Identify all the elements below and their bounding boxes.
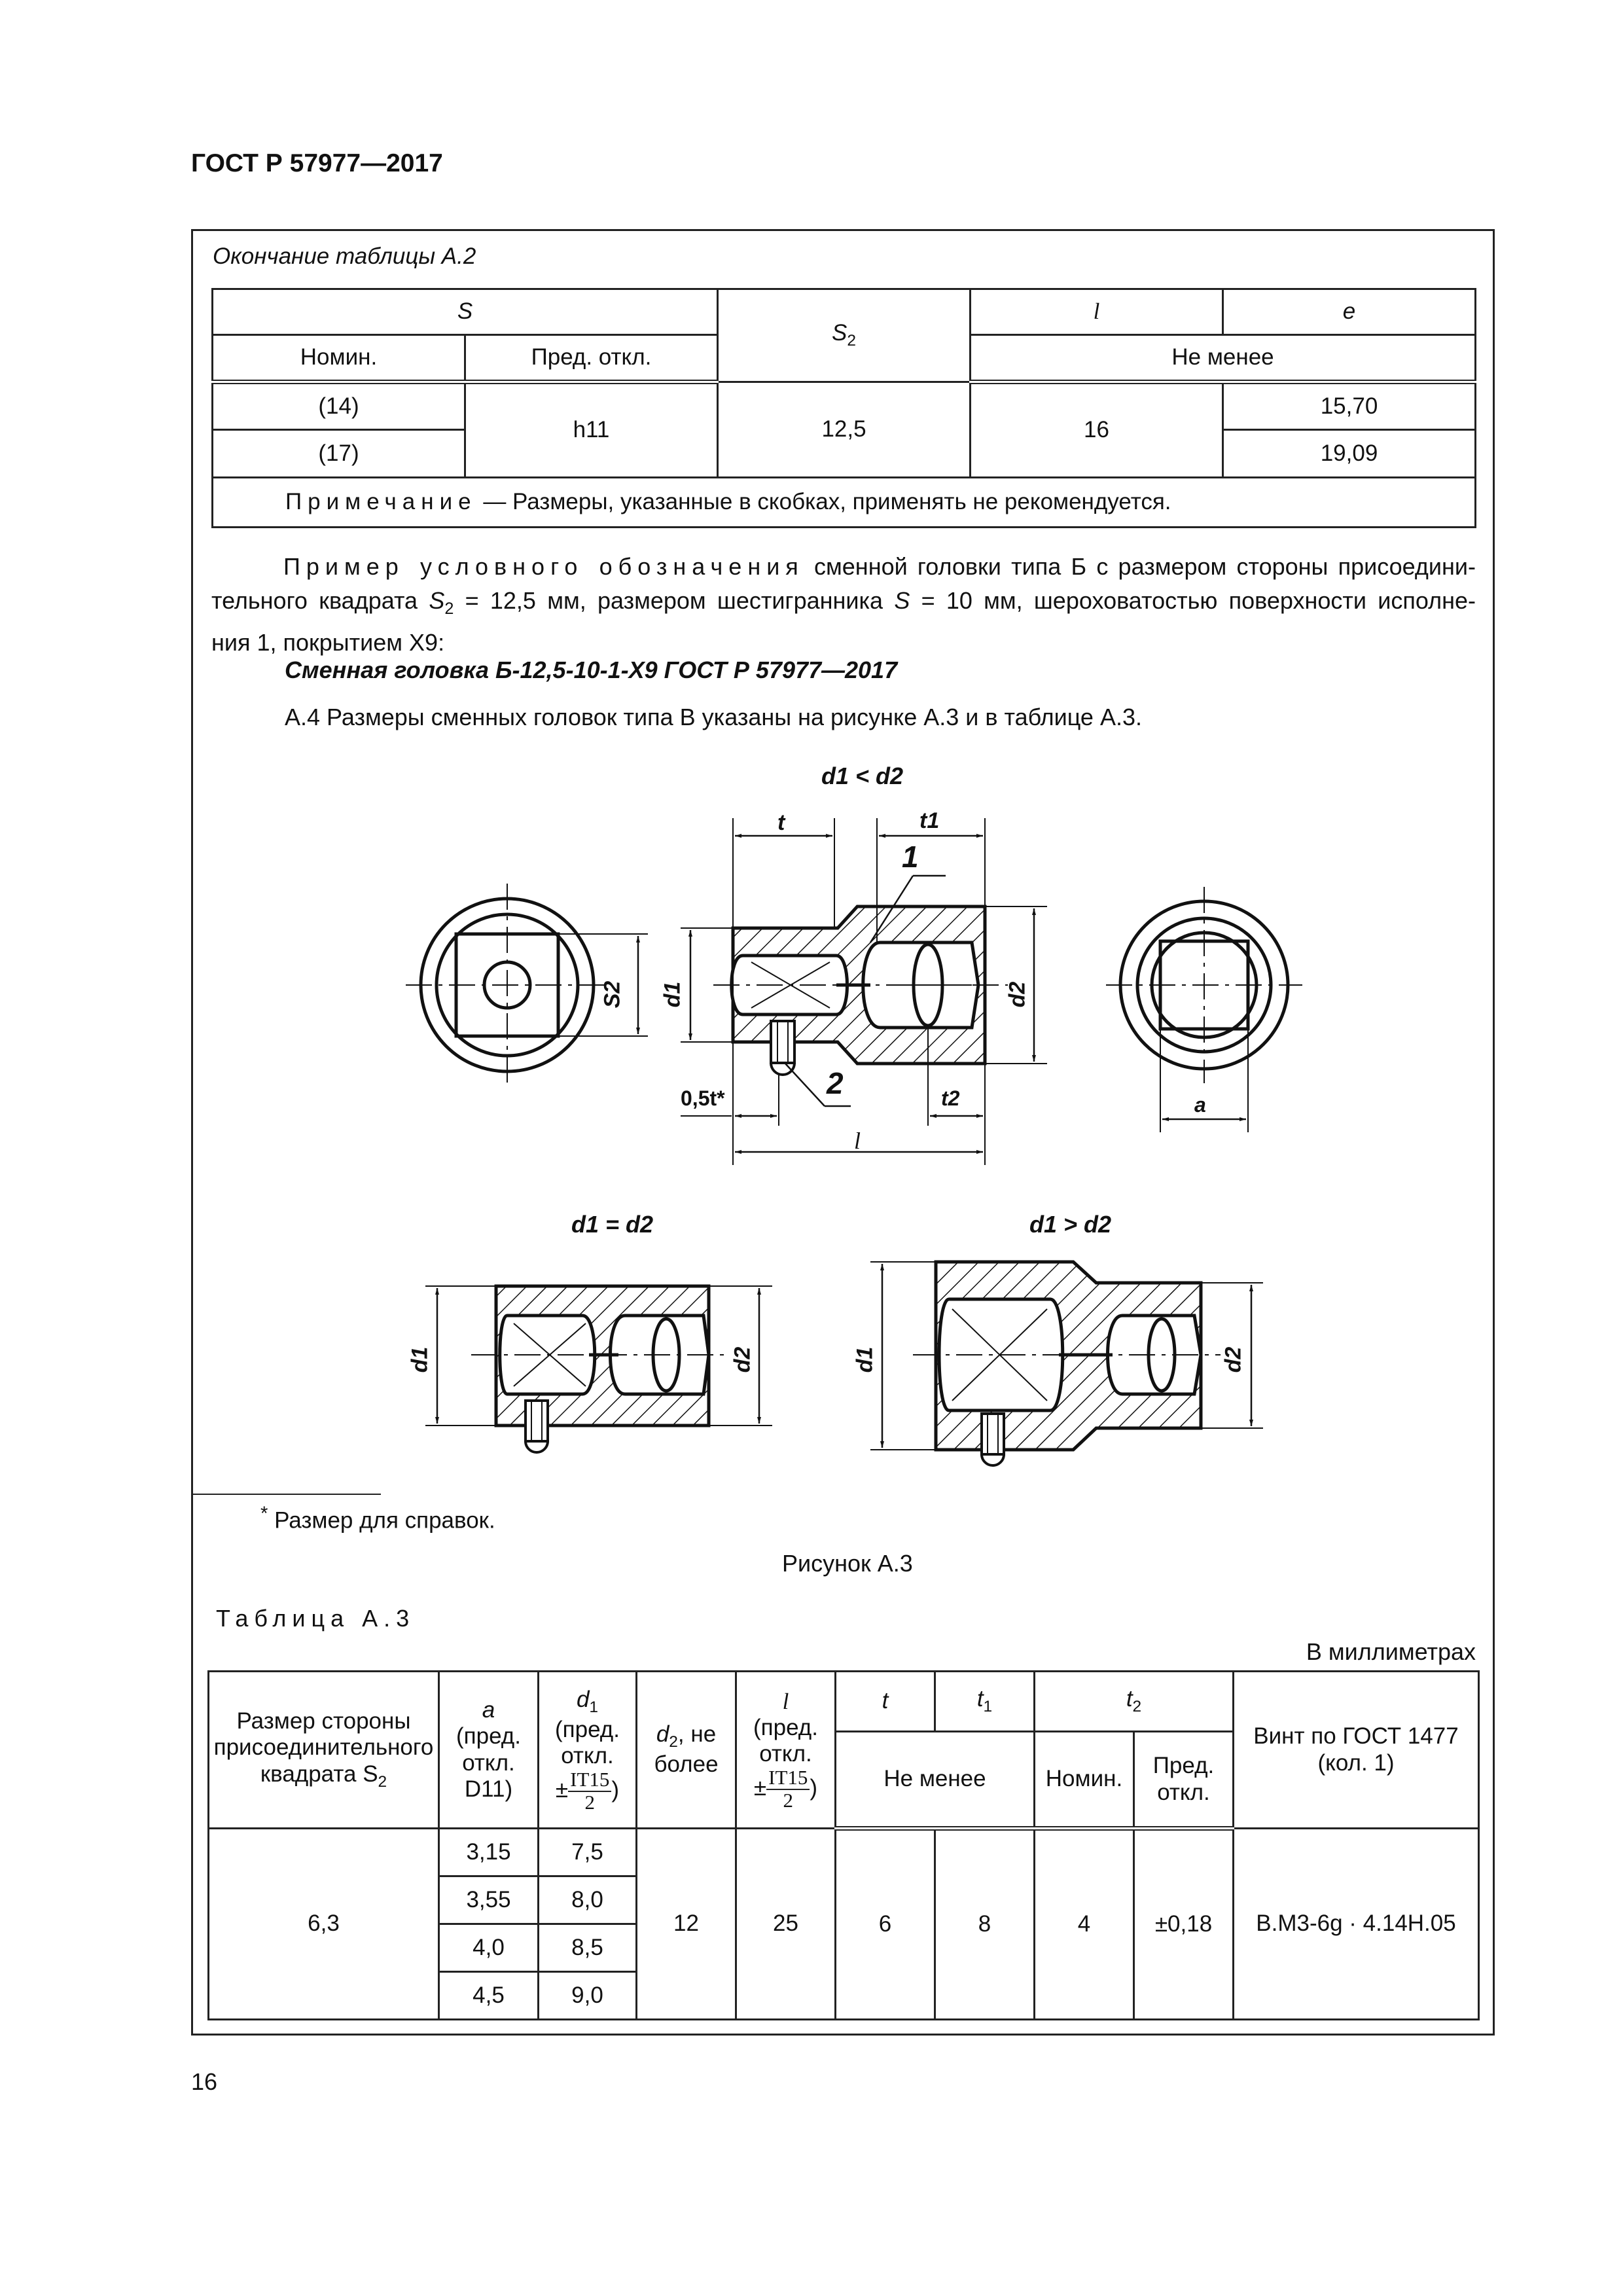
table-a3-cell-vint: В.М3-6g · 4.14Н.05 <box>1234 1829 1479 2020</box>
side-view-greater <box>870 1262 1263 1465</box>
table-a2-cell-tol: h11 <box>465 382 718 478</box>
document-header: ГОСТ Р 57977—2017 <box>191 149 443 177</box>
figure-title-equal: d1 = d2 <box>571 1211 654 1238</box>
table-a2-cell-nom-2: (17) <box>213 430 465 478</box>
table-a3-cell-t1: 8 <box>935 1829 1035 2020</box>
side-view-equal <box>425 1286 772 1452</box>
table-a3-cell-d2: 12 <box>637 1829 736 2020</box>
dim-label-t: t <box>777 810 785 835</box>
example-paragraph: Пример условного обозначения сменной головки типа Б с размером стороны присоедини- тельного квадрата $S_2 = 12,5$ мм, размером шестигранника S = 10 мм, шероховатостью поверхности исполне- ния 1, покрытием Х9: <box>211 553 1476 656</box>
dim-label-d1-top: d1 <box>660 981 685 1008</box>
table-a3-cell-a: 3,15 <box>439 1829 539 1876</box>
figure-title-greater: d1 > d2 <box>1029 1211 1112 1238</box>
table-a2-head-e: e <box>1223 289 1476 335</box>
table-a2-cell-s2: 12,5 <box>718 382 971 478</box>
side-view <box>681 818 1047 1165</box>
example-label: Пример условного обозначения <box>283 553 804 580</box>
table-a3-cell-d1: 8,0 <box>539 1876 637 1924</box>
table-a3-cell-d1: 7,5 <box>539 1829 637 1876</box>
page-number: 16 <box>191 2068 218 2095</box>
table-a3-head-a: a (пред. откл. D11) <box>439 1672 539 1829</box>
table-a2-head-nomin: Номин. <box>213 335 465 382</box>
dim-label-d1-gt: d1 <box>852 1346 878 1373</box>
table-a2-caption: Окончание таблицы А.2 <box>213 243 476 269</box>
table-a3-head-t: t <box>836 1672 935 1732</box>
table-a3-cell-t2-nom: 4 <box>1035 1829 1134 2020</box>
table-a3-caption: Таблица А.3 <box>216 1605 416 1632</box>
table-a3-units: В миллиметрах <box>1306 1638 1476 1665</box>
table-a3-cell-s2: 6,3 <box>209 1829 439 2020</box>
dim-label-05t: 0,5t* <box>681 1086 725 1110</box>
table-a3-cell-a: 4,0 <box>439 1924 539 1972</box>
callout-1: 1 <box>902 840 919 874</box>
dim-label-d2-gt: d2 <box>1221 1346 1246 1373</box>
dim-label-d2-eq: d2 <box>730 1346 755 1373</box>
table-a3-head-t1: $t_1$ <box>935 1672 1035 1732</box>
table-a2-cell-e-2: 19,09 <box>1223 430 1476 478</box>
table-a3-cell-l: 25 <box>736 1829 836 2020</box>
dim-label-d2-top: d2 <box>1005 981 1030 1008</box>
table-a3-cell-t2-tol: ±0,18 <box>1134 1829 1234 2020</box>
section-a4-text: А.4 Размеры сменных головок типа В указаны на рисунке А.3 и в таблице А.3. <box>285 704 1142 730</box>
table-a3-head-t2: $t_2$ <box>1035 1672 1234 1732</box>
table-a3-cell-t: 6 <box>836 1829 935 2020</box>
figure-title-less: d1 < d2 <box>821 762 904 789</box>
footnote: * Размер для справок. <box>260 1503 495 1534</box>
table-a3-head-vint: Винт по ГОСТ 1477 (кол. 1) <box>1234 1672 1479 1829</box>
dim-label-t2: t2 <box>941 1086 960 1110</box>
dim-label-l: l <box>854 1128 861 1154</box>
table-a3-cell-d1: 8,5 <box>539 1924 637 1972</box>
dim-label-t1: t1 <box>919 808 940 833</box>
dim-label-d1-eq: d1 <box>407 1346 433 1373</box>
table-a2-cell-nom-1: (14) <box>213 382 465 430</box>
table-a3-cell-a: 4,5 <box>439 1972 539 2020</box>
table-a2-head-ne-menee: Не менее <box>971 335 1476 382</box>
table-a3-head-s2: Размер стороны присоединительного квадрата $S_2$ <box>209 1672 439 1829</box>
footnote-rule <box>191 1494 381 1495</box>
table-a3-cell-d1: 9,0 <box>539 1972 637 2020</box>
example-designation: Сменная головка Б-12,5-10-1-Х9 ГОСТ Р 57977—2017 <box>285 656 898 683</box>
figure-caption: Рисунок А.3 <box>782 1550 913 1577</box>
table-a3-head-d1: $d_1$ (пред. откл. ± $\frac{IT15}{2}$ ) <box>539 1672 637 1829</box>
table-a2-head-s: S <box>213 289 718 335</box>
callout-2: 2 <box>827 1066 844 1100</box>
table-a3-head-pred: Пред. откл. <box>1134 1732 1234 1829</box>
table-a3 <box>207 1670 1480 2020</box>
table-a2-cell-e-1: 15,70 <box>1223 382 1476 430</box>
table-a3-head-l: l (пред. откл. ± $\frac{IT15}{2}$ ) <box>736 1672 836 1829</box>
table-a2-head-s2: $S_2$ <box>718 289 971 382</box>
table-a2-cell-l: 16 <box>971 382 1223 478</box>
dim-label-a: a <box>1194 1093 1206 1117</box>
table-a3-head-d2: $d_2$, не более <box>637 1672 736 1829</box>
table-a2-head-l: l <box>971 289 1223 335</box>
table-a3-head-nomin: Номин. <box>1035 1732 1134 1829</box>
dim-label-s2: S2 <box>599 980 625 1009</box>
table-a2-note: Примечание — Размеры, указанные в скобках, применять не рекомендуется. <box>213 478 1476 528</box>
table-a3-head-ne-menee: Не менее <box>836 1732 1035 1829</box>
table-a2-head-pred: Пред. откл. <box>465 335 718 382</box>
table-a3-cell-a: 3,55 <box>439 1876 539 1924</box>
